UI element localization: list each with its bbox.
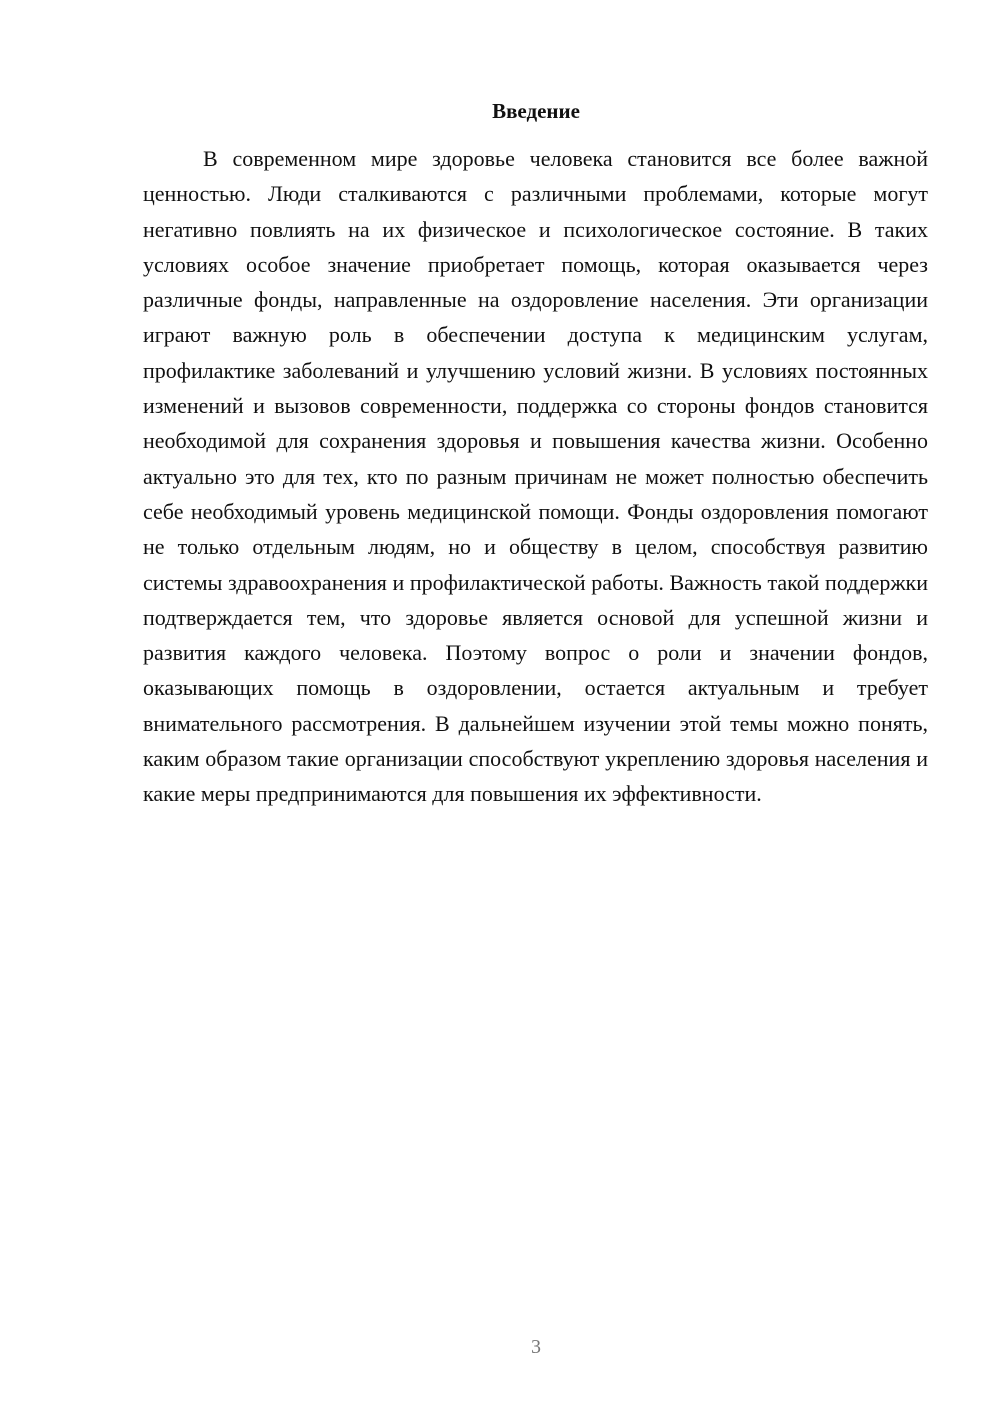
body-paragraph: В современном мире здоровье человека становится все более важной ценностью. Люди сталкиваются с различными проблемами, которые могут негативно повлиять на их физическое и психологическое состояние. В таких условиях особое значение приобретает помощь, которая оказывается через различные фонды, направленные на оздоровление населения. Эти организации играют важную роль в обеспечении доступа к медицинским услугам, профилактике заболеваний и улучшению условий жизни. В условиях постоянных изменений и вызовов современности, поддержка со стороны фондов становится необходимой для сохранения здоровья и повышения качества жизни. Особенно актуально это для тех, кто по разным причинам не может полностью обеспечить себе необходимый уровень медицинской помощи. Фонды оздоровления помогают не только отдельным людям, но и обществу в целом, способствуя развитию системы здравоохранения и профилактической работы. Важность такой поддержки подтверждается тем, что здоровье является основой для успешной жизни и развития каждого человека. Поэтому вопрос о роли и значении фондов, оказывающих помощь в оздоровлении, остается актуальным и требует внимательного рассмотрения. В дальнейшем изучении этой темы можно понять, каким образом такие организации способствуют укреплению здоровья населения и какие меры предпринимаются для повышения их эффективности. [143, 146, 928, 807]
section-heading: Введение [492, 99, 580, 123]
page-number: 3 [531, 1336, 541, 1358]
